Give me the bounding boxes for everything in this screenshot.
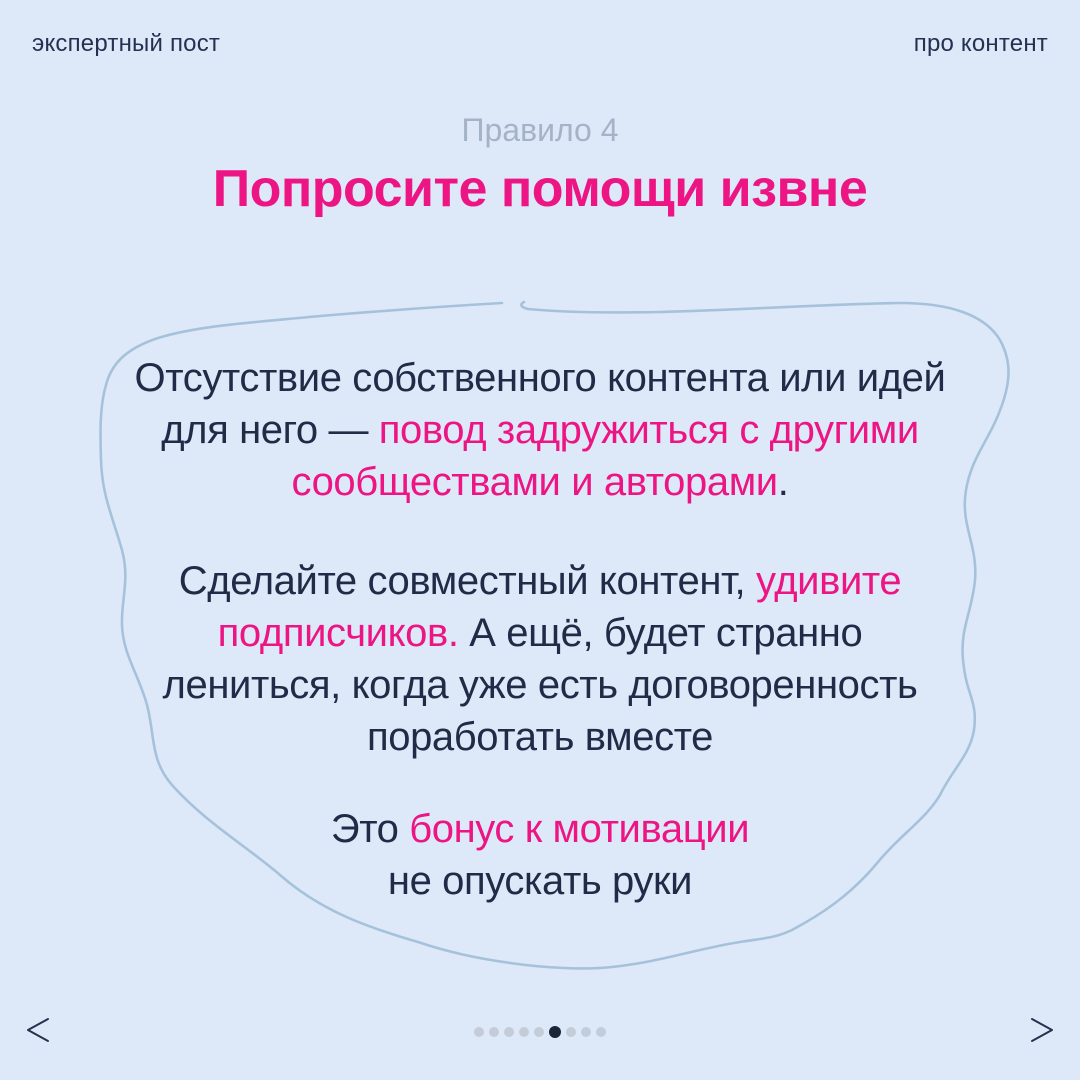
body-text	[90, 352, 990, 907]
header-left-label: экспертный пост	[32, 30, 221, 57]
text-segment: поработать вместе	[366, 715, 714, 759]
text-segment: лениться, когда уже есть договоренность	[162, 663, 918, 707]
text-line	[135, 356, 946, 400]
text-segment: Это	[330, 807, 410, 851]
text-line	[292, 460, 789, 504]
accent-segment: повод задружиться с другими	[378, 408, 919, 452]
paragraph	[90, 803, 990, 907]
paragraph	[90, 352, 990, 508]
page-title: Попросите помощи извне	[212, 160, 868, 218]
pagination-dots	[0, 1026, 1080, 1038]
text-line	[161, 408, 919, 452]
text-segment: Сделайте совместный контент,	[178, 559, 756, 603]
pagination-dot[interactable]	[596, 1027, 606, 1037]
text-line	[163, 663, 918, 707]
pagination-dot[interactable]	[519, 1027, 529, 1037]
text-segment: не опускать руки	[387, 859, 693, 903]
text-line	[388, 859, 692, 903]
chevron-right-icon	[1028, 1017, 1056, 1043]
pagination-dot[interactable]	[534, 1027, 544, 1037]
next-button[interactable]	[1022, 1010, 1062, 1050]
header-right-label: про контент	[913, 30, 1048, 57]
pagination-dot-active[interactable]	[549, 1026, 561, 1038]
pagination-dot[interactable]	[581, 1027, 591, 1037]
text-segment: для него —	[161, 408, 379, 452]
text-line	[367, 715, 713, 759]
accent-segment: удивите	[755, 559, 902, 603]
paragraph	[90, 555, 990, 763]
text-segment: Отсутствие собственного контента или идей	[134, 356, 946, 400]
text-line	[218, 611, 863, 655]
accent-segment: сообществами и авторами	[291, 460, 778, 504]
pagination-dot[interactable]	[489, 1027, 499, 1037]
text-line	[179, 559, 901, 603]
accent-segment: бонус к мотивации	[409, 807, 750, 851]
accent-segment: подписчиков.	[217, 611, 459, 655]
pagination-dot[interactable]	[474, 1027, 484, 1037]
text-line	[331, 807, 749, 851]
pagination-dot[interactable]	[566, 1027, 576, 1037]
rule-label: Правило 4	[461, 112, 619, 148]
pagination-dot[interactable]	[504, 1027, 514, 1037]
text-segment: .	[777, 460, 789, 504]
text-segment: А ещё, будет странно	[458, 611, 863, 655]
